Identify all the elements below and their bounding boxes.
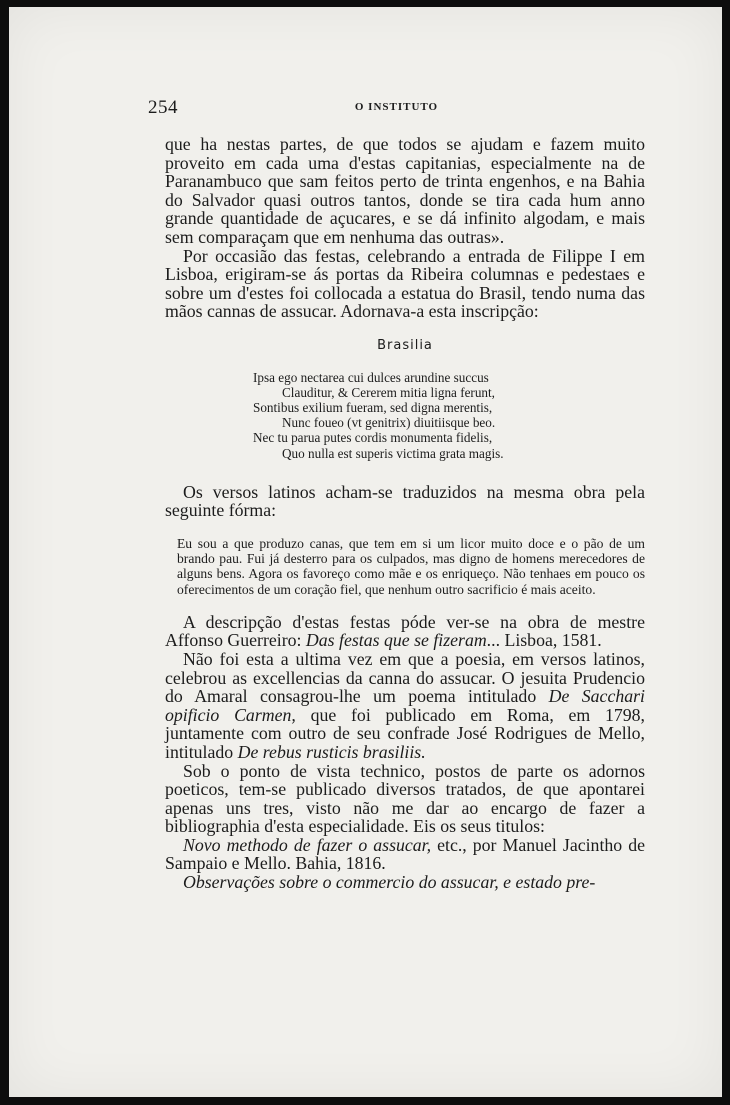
- poem-title-rebus: De rebus rusticis brasiliis.: [237, 741, 426, 762]
- paragraph-4-end: ... Lisboa, 1581.: [486, 630, 602, 651]
- paragraph-2: Por occasião das festas, celebrando a entrada de Filippe I em Lisboa, erigiram-se ás portas da Ribeira columnas e pedestaes e sobre um d'estes foi collocada a estatua do Brasil, tendo numa das mãos cannas de assucar. Adornava-a esta inscripção:: [165, 245, 645, 322]
- running-head: O INSTITUTO: [354, 101, 439, 113]
- book-title-festas: Das festas que se fizeram: [305, 630, 487, 651]
- paragraph-8: [165, 873, 645, 892]
- page-header: [148, 97, 645, 121]
- inscription-title: Brasilia: [377, 337, 433, 353]
- translation-block: Eu sou a que produzo canas, que tem em si um licor muito doce e o pão de um brando pau. Fui já desterro para os culpados, mas digno de homens merecedores de alguns bens. Agora os favoreço como mãe e os enriqueço. Não tenhaes em pouco os oferecimentos de um coração fiel, que nenhum outro sacrificio é mais aceito.: [177, 535, 645, 597]
- book-title-observacoes: Observações sobre o commercio do assucar, e estado pre-: [183, 872, 596, 893]
- book-title-novo-methodo: Novo methodo de fazer o assucar,: [183, 834, 432, 855]
- paragraph-4: [165, 613, 645, 650]
- paragraph-6: Sob o ponto de vista technico, postos de parte os adornos poeticos, tem-se publicado diversos tratados, de que apontarei apenas uns tres, visto não me dar ao encargo de fazer a bibliographia d'esta especialidade. Eis os seus titulos:: [165, 760, 645, 837]
- paragraph-5-text: Não foi esta a ultima vez em que a poesia, em versos latinos, celebrou as excellencias da canna do assucar. O jesuita Prudencio do Amaral consagrou-lhe um poema intitulado: [165, 648, 645, 707]
- poem-title-sacchari: De Sacchari opificio Carmen,: [165, 686, 645, 725]
- paragraph-1: que ha nestas partes, de que todos se ajudam e fazem muito proveito em cada uma d'estas capitanias, especialmente na de Paranambuco que sam feitos perto de trinta engenhos, e na Bahia do Salvador quasi outros tantos, donde se tira cada hum anno grande quantidade de açucares, e se dá infinito algodam, e mais sem comparaçam que em nenhuma das outras».: [165, 134, 645, 247]
- poem-line: Ipsa ego nectarea cui dulces arundine succus: [253, 369, 489, 385]
- poem-line: Clauditur, & Cererem mitia ligna ferunt,: [282, 384, 495, 400]
- poem-line: Sontibus exilium fueram, sed digna merentis,: [253, 399, 493, 415]
- poem-line: Nec tu parua putes cordis monumenta fidelis,: [253, 430, 493, 446]
- paragraph-4-text: A descripção d'estas festas póde ver-se na obra de mestre Affonso Guerreiro:: [165, 611, 645, 651]
- body-text: [165, 135, 645, 892]
- page-number: 254: [148, 97, 178, 118]
- paragraph-7: [165, 836, 645, 873]
- paragraph-5-mid: que foi publicado em Roma, em 1798, juntamente com outro de seu confrade José Rodrigues de Mello, intitulado: [165, 704, 645, 762]
- paragraph-5: [165, 650, 645, 762]
- book-page: [9, 7, 722, 1097]
- paragraph-7-text: etc., por Manuel Jacintho de Sampaio e Mello. Bahia, 1816.: [165, 834, 645, 874]
- paragraph-3: Os versos latinos acham-se traduzidos na mesma obra pela seguinte fórma:: [165, 481, 645, 521]
- latin-poem: [253, 370, 645, 461]
- poem-line: Quo nulla est superis victima grata magis.: [282, 445, 504, 461]
- poem-line: Nunc foueo (vt genitrix) diuitiisque beo.: [282, 415, 496, 431]
